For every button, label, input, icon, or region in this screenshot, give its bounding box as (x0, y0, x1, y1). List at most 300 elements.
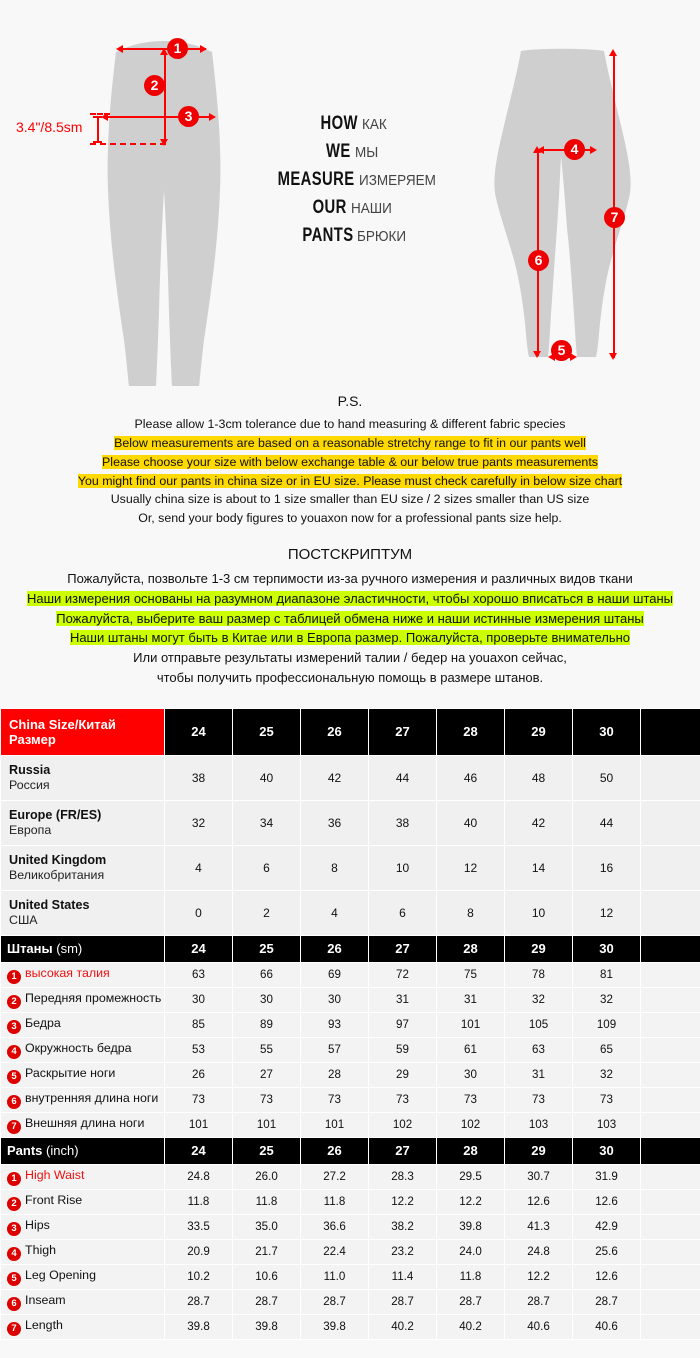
size-header-cell-5: 29 (505, 709, 572, 755)
cm-value-4-7 (641, 1063, 700, 1087)
cm-row (1, 1113, 700, 1137)
note-ru-1 (0, 569, 700, 589)
front-rise-arrow-down-icon (160, 139, 168, 146)
headline-en-5: PANTS (302, 225, 354, 247)
ps-title-en: P.S. (337, 393, 363, 409)
cm-value-2-7 (641, 1013, 700, 1037)
marker-7-icon: 7 (7, 1322, 21, 1336)
headline-en-2: WE (326, 141, 351, 163)
headline-ru-5: БРЮКИ (357, 228, 407, 246)
cm-row (1, 1038, 700, 1062)
inch-label-5: 6 Inseam (1, 1290, 164, 1314)
inch-value-3-6: 25.6 (573, 1240, 640, 1264)
headline-en-4: OUR (313, 197, 348, 219)
cm-value-4-3: 29 (369, 1063, 436, 1087)
inch-size-0: 24 (165, 1138, 232, 1164)
cm-value-0-0: 63 (165, 963, 232, 987)
cm-value-6-3: 102 (369, 1113, 436, 1137)
cm-value-1-7 (641, 988, 700, 1012)
cm-label-3: 4 Окружность бедра (1, 1038, 164, 1062)
inch-size-4: 28 (437, 1138, 504, 1164)
inch-value-4-2: 11.0 (301, 1265, 368, 1289)
inch-value-3-7 (641, 1240, 700, 1264)
inch-value-6-2: 39.8 (301, 1315, 368, 1339)
marker-2-icon: 2 (7, 1197, 21, 1211)
front-rise-measure-line (164, 52, 166, 144)
conversion-value-3-3: 6 (369, 891, 436, 935)
cm-row (1, 1063, 700, 1087)
inch-label-0: 1 High Waist (1, 1165, 164, 1189)
conversion-value-1-2: 36 (301, 801, 368, 845)
inch-value-5-6: 28.7 (573, 1290, 640, 1314)
inch-value-6-3: 40.2 (369, 1315, 436, 1339)
inch-value-5-7 (641, 1290, 700, 1314)
marker-7-icon: 7 (7, 1120, 21, 1134)
cm-header-row (1, 936, 700, 962)
cm-value-6-2: 101 (301, 1113, 368, 1137)
cm-size-3: 27 (369, 936, 436, 962)
cm-value-0-6: 81 (573, 963, 640, 987)
inch-value-5-1: 28.7 (233, 1290, 300, 1314)
cm-value-1-6: 32 (573, 988, 640, 1012)
note-en-3 (0, 453, 700, 472)
cm-value-3-6: 65 (573, 1038, 640, 1062)
china-size-header-label: China Size/Китай Размер (1, 709, 164, 755)
country-label-0 (1, 756, 164, 800)
inch-value-6-6: 40.6 (573, 1315, 640, 1339)
marker-7: 7 (604, 207, 625, 228)
cm-size-4: 28 (437, 936, 504, 962)
conversion-value-2-3: 10 (369, 846, 436, 890)
cm-value-6-7 (641, 1113, 700, 1137)
cm-value-1-2: 30 (301, 988, 368, 1012)
cm-value-2-4: 101 (437, 1013, 504, 1037)
conversion-value-1-7 (641, 801, 700, 845)
measurement-diagrams (0, 0, 700, 385)
cm-value-1-1: 30 (233, 988, 300, 1012)
cm-value-3-1: 55 (233, 1038, 300, 1062)
conversion-value-0-5: 48 (505, 756, 572, 800)
cm-label-2: 3 Бедра (1, 1013, 164, 1037)
headline-ru-2: МЫ (354, 144, 379, 162)
inch-value-1-2: 11.8 (301, 1190, 368, 1214)
cm-value-5-7 (641, 1088, 700, 1112)
conversion-value-1-0: 32 (165, 801, 232, 845)
note-en-1-text: Please allow 1-3cm tolerance due to hand measuring & different fabric species (134, 417, 566, 431)
cm-value-4-2: 28 (301, 1063, 368, 1087)
inch-value-2-0: 33.5 (165, 1215, 232, 1239)
cm-value-0-4: 75 (437, 963, 504, 987)
conversion-row (1, 801, 700, 845)
country-label-2 (1, 846, 164, 890)
headline-ru-3: ИЗМЕРЯЕМ (358, 172, 436, 190)
note-ru-2-text: Наши измерения основаны на разумном диапазоне эластичности, чтобы хорошо вписаться в наши штаны (26, 590, 674, 606)
inch-size-6: 30 (573, 1138, 640, 1164)
conversion-value-0-0: 38 (165, 756, 232, 800)
inch-label-2: 3 Hips (1, 1215, 164, 1239)
cm-value-5-1: 73 (233, 1088, 300, 1112)
note-en-4 (0, 472, 700, 491)
cm-value-6-1: 101 (233, 1113, 300, 1137)
headline-line-3 (250, 166, 450, 194)
inch-value-6-4: 40.2 (437, 1315, 504, 1339)
size-header-cell-4: 28 (437, 709, 504, 755)
cm-label-0: 1 высокая талия (1, 963, 164, 987)
cm-value-0-1: 66 (233, 963, 300, 987)
inch-value-2-6: 42.9 (573, 1215, 640, 1239)
country-label-ru: Европа (9, 822, 52, 837)
marker-4-icon: 4 (7, 1045, 21, 1059)
country-label-en: United Kingdom (9, 852, 107, 867)
note-ru-3 (0, 609, 700, 629)
inch-label-6: 7 Length (1, 1315, 164, 1339)
inch-label-3: 4 Thigh (1, 1240, 164, 1264)
cm-value-3-4: 61 (437, 1038, 504, 1062)
cm-value-2-2: 93 (301, 1013, 368, 1037)
inch-value-6-1: 39.8 (233, 1315, 300, 1339)
inch-value-0-4: 29.5 (437, 1165, 504, 1189)
cm-value-1-4: 31 (437, 988, 504, 1012)
conversion-value-2-6: 16 (573, 846, 640, 890)
conversion-value-3-4: 8 (437, 891, 504, 935)
inch-value-1-4: 12.2 (437, 1190, 504, 1214)
cm-value-1-0: 30 (165, 988, 232, 1012)
inch-size-2: 26 (301, 1138, 368, 1164)
inch-value-3-1: 21.7 (233, 1240, 300, 1264)
cm-value-5-6: 73 (573, 1088, 640, 1112)
note-en-1 (0, 415, 700, 434)
marker-1-icon: 1 (7, 970, 21, 984)
marker-1: 1 (167, 38, 188, 59)
country-label-ru: Россия (9, 777, 50, 792)
inch-size-1: 25 (233, 1138, 300, 1164)
crotch-offset-cap-bottom (93, 141, 102, 143)
cm-row (1, 988, 700, 1012)
conversion-value-0-1: 40 (233, 756, 300, 800)
length-arrow-down-icon (609, 353, 617, 360)
cm-value-6-0: 101 (165, 1113, 232, 1137)
cm-value-5-2: 73 (301, 1088, 368, 1112)
inch-value-2-4: 39.8 (437, 1215, 504, 1239)
headline-line-4 (250, 194, 450, 222)
note-en-2 (0, 434, 700, 453)
inch-label-4: 5 Leg Opening (1, 1265, 164, 1289)
note-ru-3-text: Пожалуйста, выберите ваш размер с таблицей обмена ниже и наши истинные измерения штаны (56, 610, 644, 626)
conversion-value-0-4: 46 (437, 756, 504, 800)
ps-title-ru: ПОСТСКРИПТУМ (287, 546, 413, 564)
inch-value-1-7 (641, 1190, 700, 1214)
conversion-value-1-4: 40 (437, 801, 504, 845)
marker-3: 3 (178, 106, 199, 127)
inch-value-4-7 (641, 1265, 700, 1289)
marker-2: 2 (144, 75, 165, 96)
marker-1-icon: 1 (7, 1172, 21, 1186)
inch-value-6-0: 39.8 (165, 1315, 232, 1339)
cm-value-5-5: 73 (505, 1088, 572, 1112)
cm-value-4-6: 32 (573, 1063, 640, 1087)
headline-line-2 (250, 138, 450, 166)
headline-en-1: HOW (320, 113, 359, 134)
inch-value-2-5: 41.3 (505, 1215, 572, 1239)
conversion-value-1-5: 42 (505, 801, 572, 845)
cm-value-2-3: 97 (369, 1013, 436, 1037)
cm-value-2-6: 109 (573, 1013, 640, 1037)
inch-value-1-3: 12.2 (369, 1190, 436, 1214)
cm-value-5-0: 73 (165, 1088, 232, 1112)
size-header-cell-2: 26 (301, 709, 368, 755)
inch-value-3-5: 24.8 (505, 1240, 572, 1264)
cm-size-5: 29 (505, 936, 572, 962)
conversion-value-2-7 (641, 846, 700, 890)
inch-value-3-4: 24.0 (437, 1240, 504, 1264)
size-header-cell-0: 24 (165, 709, 232, 755)
headline-ru-1: КАК (362, 116, 387, 133)
inch-header-bold: Pants (7, 1143, 43, 1159)
conversion-value-3-2: 4 (301, 891, 368, 935)
cm-value-1-3: 31 (369, 988, 436, 1012)
headline-ru-4: НАШИ (351, 200, 393, 218)
inseam-arrow-up-icon (533, 146, 541, 153)
inch-value-4-3: 11.4 (369, 1265, 436, 1289)
crotch-offset-label: 3.4"/8.5sm (16, 119, 83, 135)
note-en-5 (0, 490, 700, 509)
inch-row (1, 1165, 700, 1189)
inch-value-6-7 (641, 1315, 700, 1339)
note-en-5-text: Usually china size is about to 1 size smaller than EU size / 2 sizes smaller than US size (110, 492, 590, 507)
inch-size-7 (641, 1138, 700, 1164)
inch-value-2-2: 36.6 (301, 1215, 368, 1239)
cm-value-2-1: 89 (233, 1013, 300, 1037)
inch-row (1, 1265, 700, 1289)
country-label-en: Russia (9, 762, 51, 777)
conversion-value-2-2: 8 (301, 846, 368, 890)
cm-value-3-2: 57 (301, 1038, 368, 1062)
cm-value-4-0: 26 (165, 1063, 232, 1087)
size-header-row (1, 709, 700, 755)
cm-size-6: 30 (573, 936, 640, 962)
inch-value-2-7 (641, 1215, 700, 1239)
conversion-value-1-6: 44 (573, 801, 640, 845)
inch-value-3-2: 22.4 (301, 1240, 368, 1264)
conversion-value-0-3: 44 (369, 756, 436, 800)
cm-value-4-5: 31 (505, 1063, 572, 1087)
inch-value-2-1: 35.0 (233, 1215, 300, 1239)
inch-value-3-0: 20.9 (165, 1240, 232, 1264)
inch-value-4-6: 12.6 (573, 1265, 640, 1289)
marker-2-icon: 2 (7, 995, 21, 1009)
conversion-row (1, 846, 700, 890)
inch-value-2-3: 38.2 (369, 1215, 436, 1239)
marker-5-icon: 5 (7, 1070, 21, 1084)
inch-value-0-7 (641, 1165, 700, 1189)
conversion-row (1, 756, 700, 800)
cm-row (1, 1088, 700, 1112)
headline-line-5 (250, 222, 450, 250)
note-ru-2 (0, 589, 700, 609)
notes-russian (0, 546, 700, 688)
conversion-value-3-1: 2 (233, 891, 300, 935)
cm-value-3-7 (641, 1038, 700, 1062)
cm-value-1-5: 32 (505, 988, 572, 1012)
cm-value-0-5: 78 (505, 963, 572, 987)
cm-value-5-3: 73 (369, 1088, 436, 1112)
cm-value-2-5: 105 (505, 1013, 572, 1037)
cm-row (1, 963, 700, 987)
inch-value-1-6: 12.6 (573, 1190, 640, 1214)
hips-arrow-left-icon (101, 113, 108, 121)
cm-size-2: 26 (301, 936, 368, 962)
inch-label-1: 2 Front Rise (1, 1190, 164, 1214)
length-arrow-up-icon (609, 49, 617, 56)
conversion-value-2-0: 4 (165, 846, 232, 890)
conversion-value-0-6: 50 (573, 756, 640, 800)
waist-arrow-left-icon (116, 45, 123, 53)
inch-value-6-5: 40.6 (505, 1315, 572, 1339)
front-pants-illustration (100, 30, 232, 390)
note-ru-4-text: Наши штаны могут быть в Китае или в Европа размер. Пожалуйста, проверьте внимательно (69, 630, 631, 646)
cm-value-5-4: 73 (437, 1088, 504, 1112)
headline-block (250, 110, 450, 251)
cm-value-4-4: 30 (437, 1063, 504, 1087)
country-label-1 (1, 801, 164, 845)
country-label-ru: Великобритания (9, 867, 105, 882)
conversion-value-3-0: 0 (165, 891, 232, 935)
inch-value-1-0: 11.8 (165, 1190, 232, 1214)
conversion-value-0-7 (641, 756, 700, 800)
inch-size-3: 27 (369, 1138, 436, 1164)
crotch-guide-lower (90, 143, 166, 145)
headline-en-3: MEASURE (277, 169, 355, 191)
inch-value-1-5: 12.6 (505, 1190, 572, 1214)
size-header-cell-6: 30 (573, 709, 640, 755)
waist-arrow-right-icon (200, 45, 207, 53)
inch-value-4-5: 12.2 (505, 1265, 572, 1289)
cm-value-3-3: 59 (369, 1038, 436, 1062)
hips-arrow-right-icon (209, 113, 216, 121)
cm-label-6: 7 Внешняя длина ноги (1, 1113, 164, 1137)
cm-value-3-0: 53 (165, 1038, 232, 1062)
conversion-value-3-7 (641, 891, 700, 935)
cm-size-0: 24 (165, 936, 232, 962)
marker-5: 5 (551, 340, 572, 361)
conversion-value-0-2: 42 (301, 756, 368, 800)
conversion-value-1-1: 34 (233, 801, 300, 845)
note-ru-5 (0, 648, 700, 668)
inch-value-0-3: 28.3 (369, 1165, 436, 1189)
note-ru-4 (0, 628, 700, 648)
cm-value-0-7 (641, 963, 700, 987)
cm-size-1: 25 (233, 936, 300, 962)
conversion-value-3-5: 10 (505, 891, 572, 935)
cm-value-6-6: 103 (573, 1113, 640, 1137)
inch-value-0-6: 31.9 (573, 1165, 640, 1189)
inch-row (1, 1315, 700, 1339)
country-label-ru: США (9, 912, 38, 927)
cm-value-2-0: 85 (165, 1013, 232, 1037)
cm-value-3-5: 63 (505, 1038, 572, 1062)
thigh-arrow-right-icon (590, 146, 597, 154)
length-measure-line (613, 54, 615, 358)
inch-value-0-0: 24.8 (165, 1165, 232, 1189)
country-label-en: United States (9, 897, 90, 912)
inch-value-4-1: 10.6 (233, 1265, 300, 1289)
inch-value-3-3: 23.2 (369, 1240, 436, 1264)
inch-row (1, 1240, 700, 1264)
cm-value-0-3: 72 (369, 963, 436, 987)
crotch-offset-bar (97, 116, 99, 142)
size-header-cell-3: 27 (369, 709, 436, 755)
conversion-value-2-4: 12 (437, 846, 504, 890)
conversion-row (1, 891, 700, 935)
inch-header-row (1, 1138, 700, 1164)
conversion-value-2-1: 6 (233, 846, 300, 890)
marker-6: 6 (528, 250, 549, 271)
note-en-3-text: Please choose your size with below exchange table & our below true pants measurements (102, 454, 598, 469)
cm-value-0-2: 69 (301, 963, 368, 987)
inch-value-5-3: 28.7 (369, 1290, 436, 1314)
marker-4: 4 (564, 139, 585, 160)
cm-value-4-1: 27 (233, 1063, 300, 1087)
inch-value-0-2: 27.2 (301, 1165, 368, 1189)
country-label-3 (1, 891, 164, 935)
marker-5-icon: 5 (7, 1272, 21, 1286)
cm-row (1, 1013, 700, 1037)
cm-value-6-5: 103 (505, 1113, 572, 1137)
cm-label-4: 5 Раскрытие ноги (1, 1063, 164, 1087)
size-header-cell-1: 25 (233, 709, 300, 755)
inch-row (1, 1215, 700, 1239)
inch-value-5-0: 28.7 (165, 1290, 232, 1314)
headline-line-1 (250, 110, 450, 138)
cm-label-5: 6 внутренняя длина ноги (1, 1088, 164, 1112)
inch-value-0-1: 26.0 (233, 1165, 300, 1189)
inch-value-1-1: 11.8 (233, 1190, 300, 1214)
conversion-value-2-5: 14 (505, 846, 572, 890)
note-ru-1-text: Пожалуйста, позвольте 1-3 см терпимости из-за ручного измерения и различных видов ткани (67, 571, 633, 587)
size-chart-table (0, 708, 700, 1340)
marker-6-icon: 6 (7, 1297, 21, 1311)
notes-english (0, 393, 700, 528)
cm-value-6-4: 102 (437, 1113, 504, 1137)
note-ru-5-text: Или отправьте результаты измерений талии / бедер на youaxon сейчас, (133, 650, 567, 666)
inch-header-label: Pants (inch) (1, 1138, 164, 1164)
inch-value-5-5: 28.7 (505, 1290, 572, 1314)
note-en-6-text: Or, send your body figures to youaxon now for a professional pants size help. (138, 511, 562, 526)
cm-header-bold: Штаны (7, 941, 53, 957)
size-header-cell-7 (641, 709, 700, 755)
cm-size-7 (641, 936, 700, 962)
inch-row (1, 1290, 700, 1314)
inch-value-0-5: 30.7 (505, 1165, 572, 1189)
cm-label-1: 2 Передняя промежность (1, 988, 164, 1012)
note-ru-6 (0, 668, 700, 688)
marker-4-icon: 4 (7, 1247, 21, 1261)
note-en-6 (0, 509, 700, 528)
note-ru-6-text: чтобы получить профессиональную помощь в размере штанов. (156, 669, 544, 685)
marker-3-icon: 3 (7, 1222, 21, 1236)
conversion-value-1-3: 38 (369, 801, 436, 845)
inch-value-4-0: 10.2 (165, 1265, 232, 1289)
inch-value-5-2: 28.7 (301, 1290, 368, 1314)
inch-row (1, 1190, 700, 1214)
inch-value-4-4: 11.8 (437, 1265, 504, 1289)
country-label-en: Europe (FR/ES) (9, 807, 102, 822)
note-en-4-text: You might find our pants in china size or in EU size. Please must check carefully in below size chart (77, 473, 623, 488)
inch-value-5-4: 28.7 (437, 1290, 504, 1314)
marker-6-icon: 6 (7, 1095, 21, 1109)
conversion-value-3-6: 12 (573, 891, 640, 935)
note-en-2-text: Below measurements are based on a reasonable stretchy range to fit in our pants well (114, 435, 586, 450)
